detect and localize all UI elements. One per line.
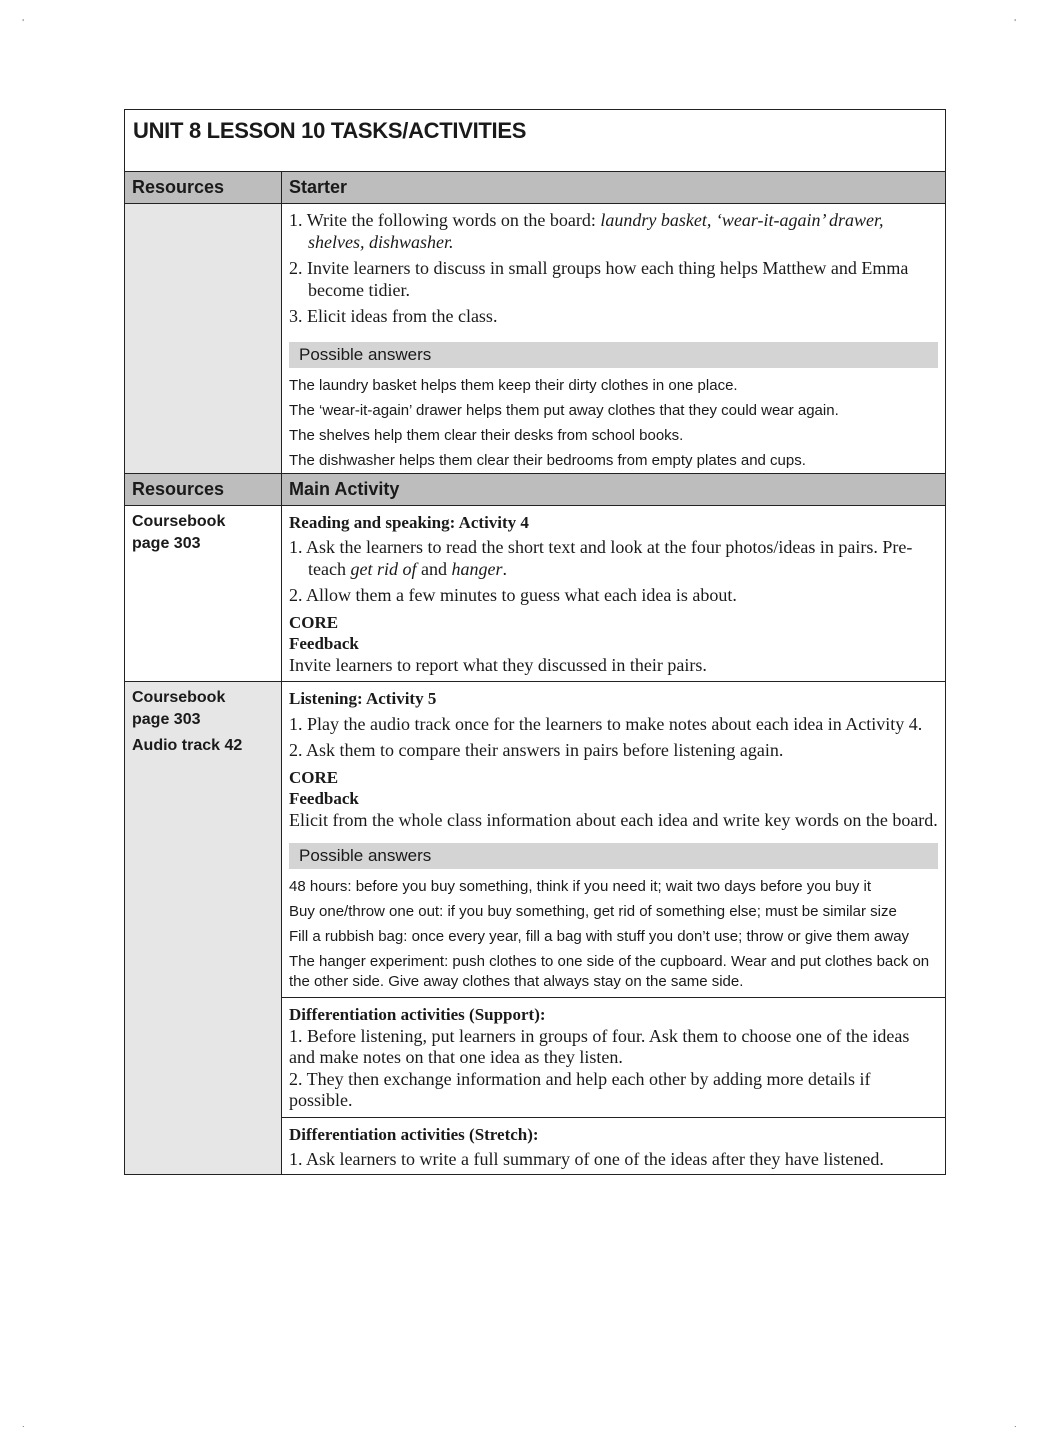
list-item: 2. Invite learners to discuss in small groups how each thing helps Matthew and Emma become tidier.	[289, 258, 909, 300]
activity5-row	[125, 682, 945, 1174]
activity4-feedback-label: Feedback	[289, 634, 359, 653]
starter-steps	[289, 210, 938, 328]
corner-mark-top-right: '	[1014, 18, 1017, 27]
main-resources-header: Resources	[125, 474, 282, 505]
activity4-resources	[125, 506, 282, 682]
corner-mark-bottom-left: .	[22, 1420, 25, 1429]
activity5-core: CORE	[289, 767, 339, 787]
activity5-resources	[125, 682, 282, 1174]
support-heading: Differentiation activities (Support):	[289, 1005, 546, 1024]
corner-mark-bottom-right: .	[1014, 1420, 1017, 1429]
activity5-possible-answers-label: Possible answers	[289, 843, 938, 869]
resource-coursebook: Coursebook	[132, 689, 226, 706]
starter-possible-answers-label: Possible answers	[289, 342, 938, 368]
starter-answers	[289, 372, 938, 471]
answer-item: The hanger experiment: push clothes to one side of the cupboard. Wear and put clothes back on the other side. Give away clothes that always stay on the same side.	[289, 953, 930, 990]
support-line-2: 2. They then exchange information and help each other by adding more details if possible.	[289, 1068, 871, 1110]
starter-header: Starter	[282, 172, 945, 203]
stretch-section	[282, 1117, 945, 1174]
support-line-1: 1. Before listening, put learners in groups of four. Ask them to choose one of the ideas and make notes on that one idea as they listen.	[289, 1025, 910, 1067]
resource-page: page 303	[132, 711, 201, 728]
list-item: 1. Ask the learners to read the short text and look at the four photos/ideas in pairs. Pre-teach get rid of and hanger.	[289, 537, 913, 579]
activity5-steps	[289, 714, 938, 762]
main-activity-header: Main Activity	[282, 474, 945, 505]
answer-item: The shelves help them clear their desks from school books.	[289, 426, 684, 444]
activity4-heading: Reading and speaking: Activity 4	[289, 512, 529, 532]
support-section	[282, 997, 945, 1117]
list-item: 2. Allow them a few minutes to guess what each idea is about.	[289, 585, 737, 605]
activity4-core: CORE	[289, 612, 339, 632]
list-item: 1. Write the following words on the board: laundry basket, ‘wear-it-again’ drawer, shelves, dishwasher.	[289, 210, 884, 252]
answer-item: Buy one/throw one out: if you buy something, get rid of something else; must be similar size	[289, 903, 897, 920]
activity5-answers	[289, 873, 938, 992]
activity5-feedback-label: Feedback	[289, 789, 359, 808]
answer-item: The ‘wear-it-again’ drawer helps them put away clothes that they could wear again.	[289, 401, 839, 419]
resource-audio-track: Audio track 42	[132, 737, 243, 754]
stretch-heading: Differentiation activities (Stretch):	[289, 1124, 539, 1144]
lesson-title: UNIT 8 LESSON 10 TASKS/ACTIVITIES	[125, 110, 945, 172]
activity4-row	[125, 506, 945, 683]
answer-item: Fill a rubbish bag: once every year, fill a bag with stuff you don’t use; throw or give them away	[289, 928, 910, 945]
activity5-heading: Listening: Activity 5	[289, 689, 437, 708]
corner-mark-top-left: '	[22, 18, 25, 27]
resource-coursebook: Coursebook	[132, 512, 226, 530]
lesson-table	[124, 109, 946, 1175]
starter-resources-cell	[125, 204, 282, 473]
starter-resources-header: Resources	[125, 172, 282, 203]
list-item: 2. Ask them to compare their answers in pairs before listening again.	[289, 740, 784, 760]
main-header-row	[125, 474, 945, 506]
starter-row	[125, 204, 945, 474]
activity4-feedback-text: Invite learners to report what they discussed in their pairs.	[289, 654, 707, 675]
answer-item: 48 hours: before you buy something, think if you need it; wait two days before you buy it	[289, 878, 872, 895]
list-item: 3. Elicit ideas from the class.	[289, 306, 498, 326]
stretch-line-1: 1. Ask learners to write a full summary of one of the ideas after they have listened.	[289, 1149, 884, 1169]
answer-item: The dishwasher helps them clear their bedrooms from empty plates and cups.	[289, 451, 806, 469]
list-item: 1. Play the audio track once for the learners to make notes about each idea in Activity 4.	[289, 713, 923, 734]
activity5-feedback-text: Elicit from the whole class information about each idea and write key words on the board.	[289, 809, 938, 830]
resource-page: page 303	[132, 534, 201, 552]
activity4-steps	[289, 537, 938, 607]
starter-header-row	[125, 172, 945, 204]
answer-item: The laundry basket helps them keep their dirty clothes in one place.	[289, 376, 738, 394]
